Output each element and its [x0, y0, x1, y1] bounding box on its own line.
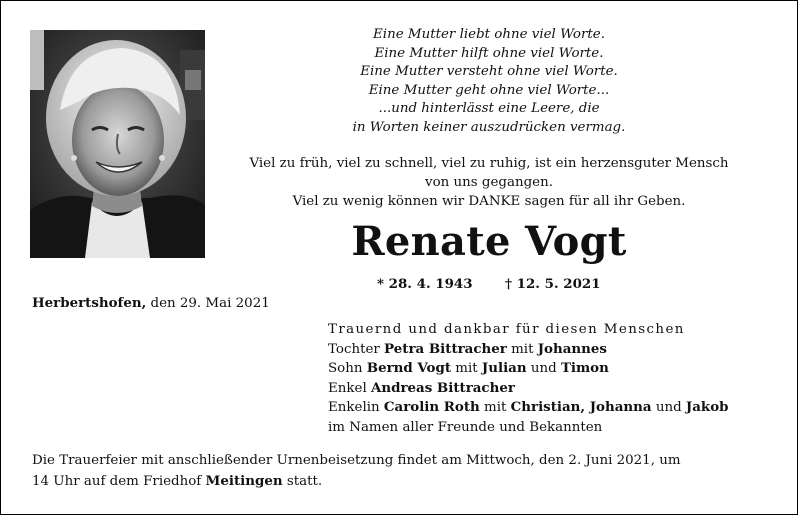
relation: Enkel — [328, 380, 371, 396]
connector: mit — [479, 400, 511, 415]
poem — [211, 26, 767, 138]
portrait-photo — [30, 30, 205, 258]
mourner-line — [328, 379, 788, 399]
mourners-closing: im Namen aller Freunde und Bekannten — [328, 419, 603, 435]
service-end: statt. — [282, 474, 323, 489]
mourner-name: Julian — [481, 360, 527, 376]
mourner-name: Petra Bittracher — [384, 340, 507, 357]
poem-line: ...und hinterlässt eine Leere, die — [378, 101, 600, 117]
place-and-date — [32, 293, 270, 314]
place: Herbertshofen, — [32, 295, 147, 311]
mourner-name: Johannes — [537, 340, 607, 357]
relation: Tochter — [328, 341, 385, 357]
tribute-line: von uns gegangen. — [425, 175, 553, 190]
birth-date: * 28. 4. 1943 — [377, 276, 473, 292]
tribute-line: Viel zu wenig können wir DANKE sagen für all ihr Geben. — [292, 194, 686, 209]
relation: Sohn — [328, 361, 367, 376]
mourner-name: Jakob — [685, 399, 729, 415]
mourner-line — [328, 340, 788, 360]
mourner-line — [328, 359, 788, 379]
service-time: 14 Uhr auf dem Friedhof — [32, 474, 206, 489]
portrait-illustration — [30, 30, 205, 258]
connector: und — [526, 361, 561, 376]
relation: Enkelin — [328, 400, 384, 415]
tribute-line: Viel zu früh, viel zu schnell, viel zu ruhig, ist ein herzensguter Mensch — [249, 156, 729, 171]
poem-line: Eine Mutter hilft ohne viel Worte. — [374, 45, 604, 61]
connector: mit — [451, 361, 482, 376]
mourner-name: Christian, Johanna — [510, 399, 652, 415]
tribute-text — [211, 154, 767, 211]
cemetery-name: Meitingen — [205, 473, 283, 489]
poem-line: Eine Mutter geht ohne viel Worte... — [368, 82, 610, 98]
notice-date: den 29. Mai 2021 — [146, 296, 270, 311]
mourner-line — [328, 398, 788, 418]
service-line — [32, 471, 782, 492]
service-info — [32, 451, 782, 492]
poem-line: Eine Mutter liebt ohne viel Worte. — [373, 27, 605, 42]
mourners-list — [328, 320, 788, 437]
service-line: Die Trauerfeier mit anschließender Urnenbeisetzung findet am Mittwoch, den 2. Juni 2021, um — [32, 453, 681, 468]
mourners-intro: Trauernd und dankbar für diesen Menschen — [328, 322, 685, 337]
poem-line: Eine Mutter versteht ohne viel Worte. — [360, 64, 618, 80]
mourner-name: Andreas Bittracher — [370, 379, 515, 396]
death-date: † 12. 5. 2021 — [505, 276, 601, 292]
mourner-name: Timon — [560, 360, 609, 376]
poem-line: in Worten keiner auszudrücken vermag. — [352, 119, 626, 135]
mourner-name: Carolin Roth — [383, 399, 480, 415]
connector: mit — [506, 341, 538, 357]
deceased-name: Renate Vogt — [351, 218, 627, 265]
mourner-name: Bernd Vogt — [366, 360, 452, 376]
connector: und — [651, 400, 686, 415]
